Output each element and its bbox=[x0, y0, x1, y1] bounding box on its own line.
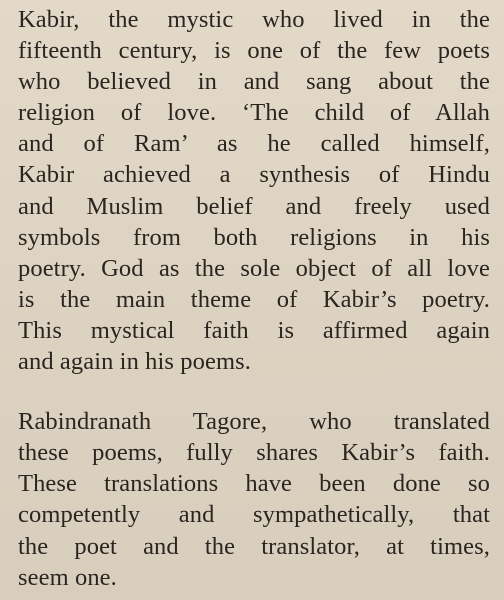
paragraph-about-tagore bbox=[18, 406, 504, 593]
text-line: the poet and the translator, at times, bbox=[18, 532, 490, 560]
text-line: This mystical faith is affirmed again bbox=[18, 316, 490, 344]
text-line: These translations have been done so bbox=[18, 470, 490, 498]
text-line: religion of love. ‘The child of Allah bbox=[18, 99, 490, 127]
text-line: Kabir, the mystic who lived in the bbox=[18, 6, 490, 33]
text-line: these poems, fully shares Kabir’s faith. bbox=[18, 439, 490, 467]
text-line: and of Ram’ as he called himself, bbox=[18, 130, 490, 158]
text-line: competently and sympathetically, that bbox=[18, 501, 490, 529]
text-line: seem one. bbox=[18, 563, 117, 591]
text-line: and again in his poems. bbox=[18, 348, 251, 376]
text-line: who believed in and sang about the bbox=[18, 68, 490, 96]
text-line: symbols from both religions in his bbox=[18, 223, 490, 251]
text-line: fifteenth century, is one of the few poets bbox=[18, 37, 490, 65]
text-line: Rabindranath Tagore, who translated bbox=[18, 408, 490, 436]
text-line: is the main theme of Kabir’s poetry. bbox=[18, 285, 490, 313]
text-line: poetry. God as the sole object of all love bbox=[18, 254, 490, 282]
text-line: and Muslim belief and freely used bbox=[18, 192, 490, 220]
text-line: Kabir achieved a synthesis of Hindu bbox=[18, 161, 490, 189]
paragraph-about-kabir bbox=[18, 4, 504, 377]
